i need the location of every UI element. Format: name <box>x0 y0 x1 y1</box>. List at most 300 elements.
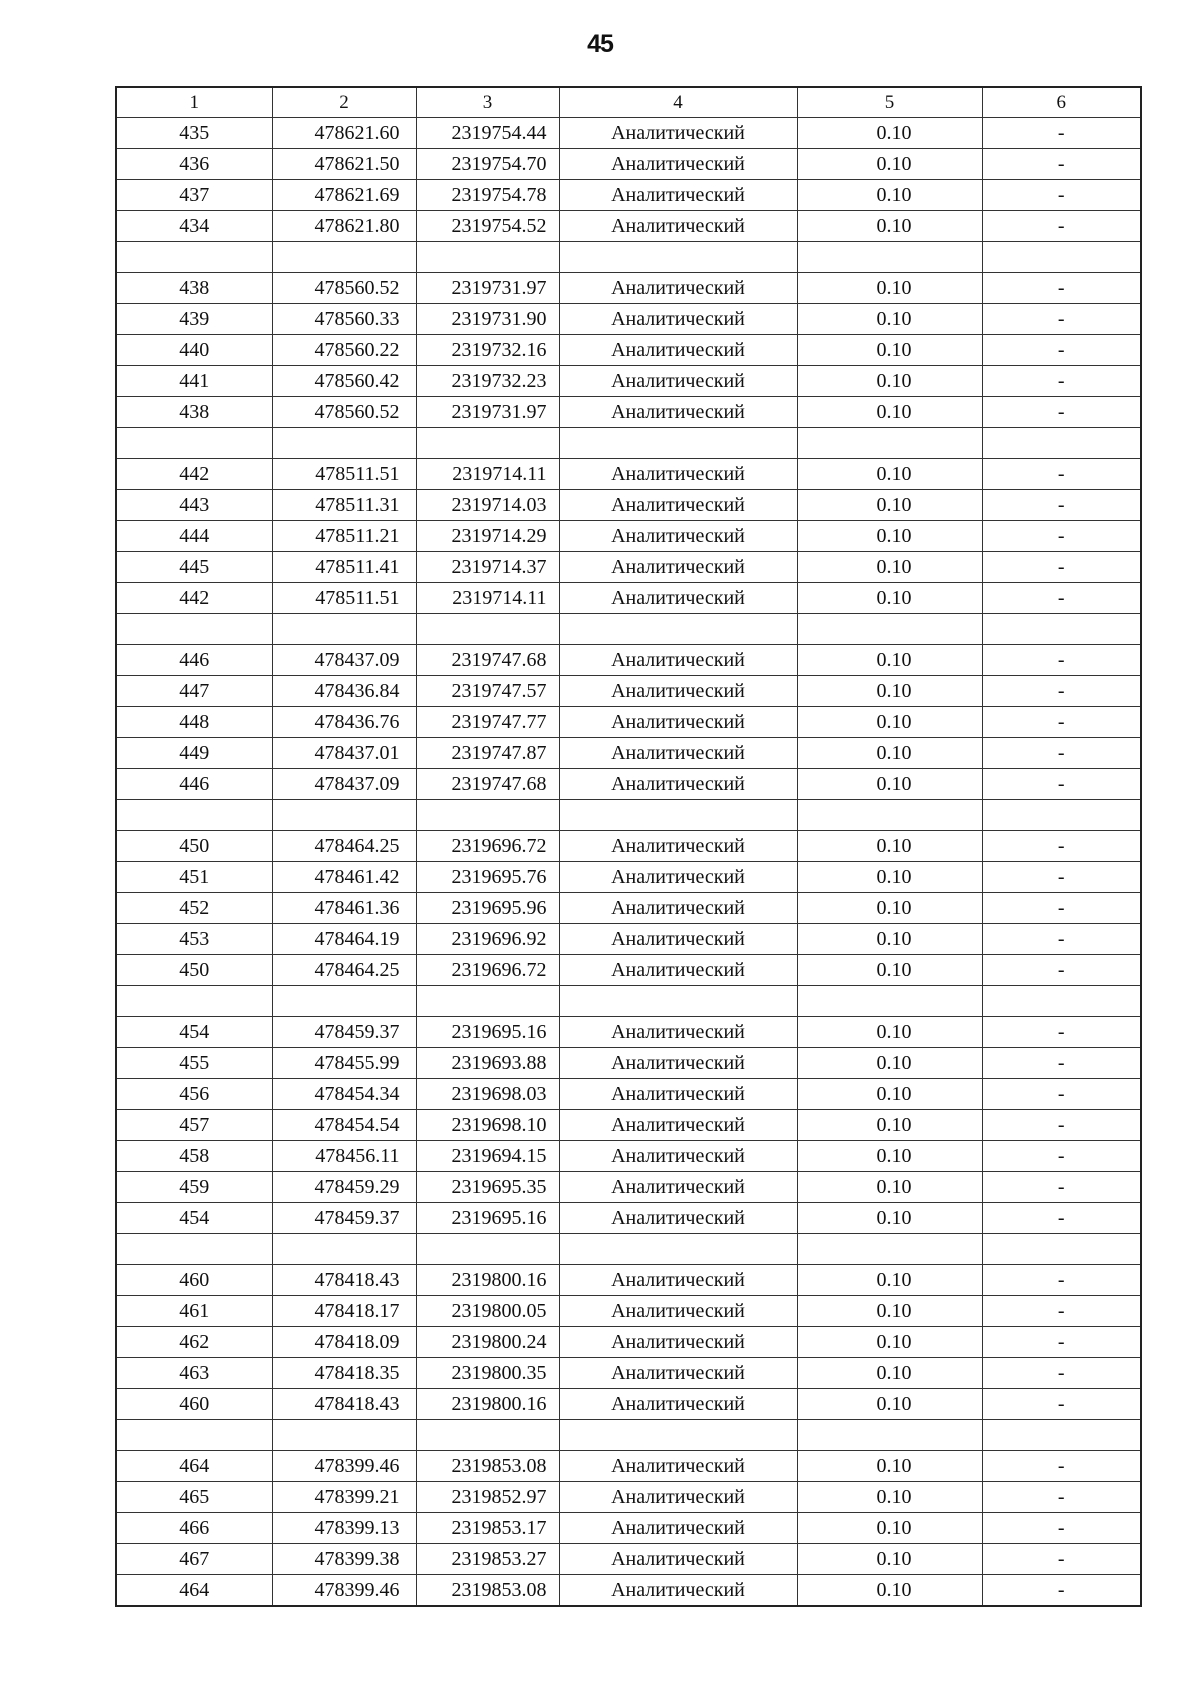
point-number-cell: 467 <box>116 1544 272 1575</box>
accuracy-cell: 0.10 <box>797 366 982 397</box>
point-number-cell: 438 <box>116 397 272 428</box>
method-cell: Аналитический <box>559 552 797 583</box>
accuracy-cell: 0.10 <box>797 862 982 893</box>
description-cell: - <box>982 955 1141 986</box>
point-number-cell: 450 <box>116 955 272 986</box>
description-cell: - <box>982 893 1141 924</box>
description-cell: - <box>982 1389 1141 1420</box>
table-body <box>116 87 1141 1606</box>
accuracy-cell: 0.10 <box>797 738 982 769</box>
y-coordinate-cell: 2319695.35 <box>416 1172 559 1203</box>
point-number-cell: 448 <box>116 707 272 738</box>
empty-cell <box>116 1234 272 1265</box>
empty-cell <box>982 1234 1141 1265</box>
column-header: 1 <box>116 87 272 118</box>
method-cell: Аналитический <box>559 924 797 955</box>
empty-cell <box>272 1234 416 1265</box>
y-coordinate-cell: 2319695.16 <box>416 1203 559 1234</box>
table-row <box>116 1389 1141 1420</box>
accuracy-cell: 0.10 <box>797 552 982 583</box>
x-coordinate-cell: 478511.51 <box>272 583 416 614</box>
coordinates-table <box>115 86 1142 1607</box>
point-number-cell: 464 <box>116 1575 272 1607</box>
accuracy-cell: 0.10 <box>797 1203 982 1234</box>
point-number-cell: 451 <box>116 862 272 893</box>
description-cell: - <box>982 1451 1141 1482</box>
table-row <box>116 211 1141 242</box>
accuracy-cell: 0.10 <box>797 769 982 800</box>
y-coordinate-cell: 2319747.68 <box>416 645 559 676</box>
method-cell: Аналитический <box>559 273 797 304</box>
y-coordinate-cell: 2319714.29 <box>416 521 559 552</box>
x-coordinate-cell: 478459.29 <box>272 1172 416 1203</box>
x-coordinate-cell: 478459.37 <box>272 1017 416 1048</box>
point-number-cell: 454 <box>116 1203 272 1234</box>
y-coordinate-cell: 2319695.76 <box>416 862 559 893</box>
x-coordinate-cell: 478560.42 <box>272 366 416 397</box>
x-coordinate-cell: 478464.19 <box>272 924 416 955</box>
accuracy-cell: 0.10 <box>797 893 982 924</box>
point-number-cell: 446 <box>116 769 272 800</box>
description-cell: - <box>982 304 1141 335</box>
table-row <box>116 769 1141 800</box>
x-coordinate-cell: 478511.51 <box>272 459 416 490</box>
table-row <box>116 1079 1141 1110</box>
table-row <box>116 180 1141 211</box>
accuracy-cell: 0.10 <box>797 1544 982 1575</box>
empty-cell <box>559 242 797 273</box>
description-cell: - <box>982 769 1141 800</box>
table-row <box>116 645 1141 676</box>
y-coordinate-cell: 2319747.57 <box>416 676 559 707</box>
method-cell: Аналитический <box>559 1296 797 1327</box>
point-number-cell: 454 <box>116 1017 272 1048</box>
point-number-cell: 462 <box>116 1327 272 1358</box>
accuracy-cell: 0.10 <box>797 397 982 428</box>
empty-cell <box>416 1234 559 1265</box>
table-row <box>116 397 1141 428</box>
point-number-cell: 438 <box>116 273 272 304</box>
point-number-cell: 463 <box>116 1358 272 1389</box>
column-header: 3 <box>416 87 559 118</box>
table-row <box>116 118 1141 149</box>
description-cell: - <box>982 924 1141 955</box>
y-coordinate-cell: 2319731.90 <box>416 304 559 335</box>
table-row <box>116 1575 1141 1607</box>
method-cell: Аналитический <box>559 180 797 211</box>
table-row <box>116 924 1141 955</box>
method-cell: Аналитический <box>559 707 797 738</box>
table-row <box>116 1544 1141 1575</box>
description-cell: - <box>982 521 1141 552</box>
column-header: 6 <box>982 87 1141 118</box>
empty-cell <box>982 986 1141 1017</box>
method-cell: Аналитический <box>559 769 797 800</box>
x-coordinate-cell: 478459.37 <box>272 1203 416 1234</box>
accuracy-cell: 0.10 <box>797 1048 982 1079</box>
empty-cell <box>797 242 982 273</box>
accuracy-cell: 0.10 <box>797 1327 982 1358</box>
accuracy-cell: 0.10 <box>797 1079 982 1110</box>
description-cell: - <box>982 1141 1141 1172</box>
accuracy-cell: 0.10 <box>797 1513 982 1544</box>
method-cell: Аналитический <box>559 1482 797 1513</box>
y-coordinate-cell: 2319800.05 <box>416 1296 559 1327</box>
y-coordinate-cell: 2319714.03 <box>416 490 559 521</box>
method-cell: Аналитический <box>559 459 797 490</box>
group-separator-row <box>116 986 1141 1017</box>
table-row <box>116 862 1141 893</box>
point-number-cell: 441 <box>116 366 272 397</box>
accuracy-cell: 0.10 <box>797 1141 982 1172</box>
method-cell: Аналитический <box>559 831 797 862</box>
point-number-cell: 459 <box>116 1172 272 1203</box>
description-cell: - <box>982 1172 1141 1203</box>
x-coordinate-cell: 478456.11 <box>272 1141 416 1172</box>
method-cell: Аналитический <box>559 955 797 986</box>
group-separator-row <box>116 1234 1141 1265</box>
empty-cell <box>559 1234 797 1265</box>
y-coordinate-cell: 2319853.27 <box>416 1544 559 1575</box>
method-cell: Аналитический <box>559 335 797 366</box>
y-coordinate-cell: 2319800.16 <box>416 1389 559 1420</box>
accuracy-cell: 0.10 <box>797 521 982 552</box>
x-coordinate-cell: 478560.52 <box>272 397 416 428</box>
description-cell: - <box>982 1327 1141 1358</box>
method-cell: Аналитический <box>559 1544 797 1575</box>
x-coordinate-cell: 478560.33 <box>272 304 416 335</box>
table-row <box>116 273 1141 304</box>
method-cell: Аналитический <box>559 1017 797 1048</box>
empty-cell <box>116 986 272 1017</box>
point-number-cell: 442 <box>116 459 272 490</box>
table-row <box>116 1482 1141 1513</box>
table-row <box>116 1172 1141 1203</box>
description-cell: - <box>982 1358 1141 1389</box>
accuracy-cell: 0.10 <box>797 273 982 304</box>
empty-cell <box>416 428 559 459</box>
point-number-cell: 456 <box>116 1079 272 1110</box>
description-cell: - <box>982 459 1141 490</box>
description-cell: - <box>982 583 1141 614</box>
description-cell: - <box>982 1544 1141 1575</box>
description-cell: - <box>982 118 1141 149</box>
description-cell: - <box>982 676 1141 707</box>
method-cell: Аналитический <box>559 1141 797 1172</box>
empty-cell <box>982 614 1141 645</box>
table-row <box>116 1203 1141 1234</box>
point-number-cell: 457 <box>116 1110 272 1141</box>
empty-cell <box>797 986 982 1017</box>
point-number-cell: 455 <box>116 1048 272 1079</box>
method-cell: Аналитический <box>559 1513 797 1544</box>
x-coordinate-cell: 478461.42 <box>272 862 416 893</box>
table-row <box>116 521 1141 552</box>
y-coordinate-cell: 2319731.97 <box>416 273 559 304</box>
method-cell: Аналитический <box>559 149 797 180</box>
empty-cell <box>272 242 416 273</box>
method-cell: Аналитический <box>559 738 797 769</box>
accuracy-cell: 0.10 <box>797 1296 982 1327</box>
accuracy-cell: 0.10 <box>797 335 982 366</box>
empty-cell <box>416 986 559 1017</box>
table-row <box>116 335 1141 366</box>
method-cell: Аналитический <box>559 645 797 676</box>
column-header: 4 <box>559 87 797 118</box>
table-row <box>116 552 1141 583</box>
y-coordinate-cell: 2319696.72 <box>416 955 559 986</box>
y-coordinate-cell: 2319747.77 <box>416 707 559 738</box>
x-coordinate-cell: 478511.31 <box>272 490 416 521</box>
description-cell: - <box>982 1110 1141 1141</box>
y-coordinate-cell: 2319714.37 <box>416 552 559 583</box>
empty-cell <box>982 242 1141 273</box>
y-coordinate-cell: 2319732.16 <box>416 335 559 366</box>
accuracy-cell: 0.10 <box>797 180 982 211</box>
method-cell: Аналитический <box>559 521 797 552</box>
empty-cell <box>272 800 416 831</box>
page-number: 45 <box>587 30 613 58</box>
empty-cell <box>559 800 797 831</box>
table-row <box>116 366 1141 397</box>
table-row <box>116 1048 1141 1079</box>
method-cell: Аналитический <box>559 1389 797 1420</box>
x-coordinate-cell: 478464.25 <box>272 831 416 862</box>
y-coordinate-cell: 2319731.97 <box>416 397 559 428</box>
point-number-cell: 458 <box>116 1141 272 1172</box>
method-cell: Аналитический <box>559 676 797 707</box>
y-coordinate-cell: 2319800.16 <box>416 1265 559 1296</box>
method-cell: Аналитический <box>559 366 797 397</box>
method-cell: Аналитический <box>559 1110 797 1141</box>
x-coordinate-cell: 478455.99 <box>272 1048 416 1079</box>
empty-cell <box>116 614 272 645</box>
group-separator-row <box>116 800 1141 831</box>
description-cell: - <box>982 1265 1141 1296</box>
accuracy-cell: 0.10 <box>797 707 982 738</box>
accuracy-cell: 0.10 <box>797 1017 982 1048</box>
column-header: 2 <box>272 87 416 118</box>
table-row <box>116 1513 1141 1544</box>
x-coordinate-cell: 478418.43 <box>272 1265 416 1296</box>
accuracy-cell: 0.10 <box>797 211 982 242</box>
group-separator-row <box>116 614 1141 645</box>
x-coordinate-cell: 478454.54 <box>272 1110 416 1141</box>
x-coordinate-cell: 478436.76 <box>272 707 416 738</box>
method-cell: Аналитический <box>559 1451 797 1482</box>
y-coordinate-cell: 2319698.03 <box>416 1079 559 1110</box>
table-row <box>116 1017 1141 1048</box>
empty-cell <box>272 1420 416 1451</box>
y-coordinate-cell: 2319852.97 <box>416 1482 559 1513</box>
y-coordinate-cell: 2319732.23 <box>416 366 559 397</box>
y-coordinate-cell: 2319853.17 <box>416 1513 559 1544</box>
x-coordinate-cell: 478437.01 <box>272 738 416 769</box>
x-coordinate-cell: 478399.21 <box>272 1482 416 1513</box>
description-cell: - <box>982 335 1141 366</box>
x-coordinate-cell: 478461.36 <box>272 893 416 924</box>
point-number-cell: 445 <box>116 552 272 583</box>
accuracy-cell: 0.10 <box>797 955 982 986</box>
method-cell: Аналитический <box>559 1048 797 1079</box>
table-row <box>116 676 1141 707</box>
description-cell: - <box>982 149 1141 180</box>
empty-cell <box>559 428 797 459</box>
table-row <box>116 490 1141 521</box>
point-number-cell: 446 <box>116 645 272 676</box>
method-cell: Аналитический <box>559 583 797 614</box>
table-row <box>116 1451 1141 1482</box>
accuracy-cell: 0.10 <box>797 924 982 955</box>
empty-cell <box>797 800 982 831</box>
description-cell: - <box>982 707 1141 738</box>
point-number-cell: 435 <box>116 118 272 149</box>
empty-cell <box>797 1420 982 1451</box>
point-number-cell: 461 <box>116 1296 272 1327</box>
description-cell: - <box>982 1513 1141 1544</box>
y-coordinate-cell: 2319693.88 <box>416 1048 559 1079</box>
empty-cell <box>982 800 1141 831</box>
point-number-cell: 439 <box>116 304 272 335</box>
method-cell: Аналитический <box>559 1265 797 1296</box>
table-row <box>116 831 1141 862</box>
empty-cell <box>116 242 272 273</box>
group-separator-row <box>116 242 1141 273</box>
column-header: 5 <box>797 87 982 118</box>
y-coordinate-cell: 2319853.08 <box>416 1451 559 1482</box>
table-row <box>116 707 1141 738</box>
empty-cell <box>116 428 272 459</box>
description-cell: - <box>982 273 1141 304</box>
accuracy-cell: 0.10 <box>797 149 982 180</box>
table-header-row <box>116 87 1141 118</box>
table-row <box>116 955 1141 986</box>
accuracy-cell: 0.10 <box>797 645 982 676</box>
description-cell: - <box>982 1575 1141 1607</box>
y-coordinate-cell: 2319747.68 <box>416 769 559 800</box>
accuracy-cell: 0.10 <box>797 490 982 521</box>
table-row <box>116 738 1141 769</box>
x-coordinate-cell: 478621.60 <box>272 118 416 149</box>
accuracy-cell: 0.10 <box>797 831 982 862</box>
empty-cell <box>116 800 272 831</box>
y-coordinate-cell: 2319694.15 <box>416 1141 559 1172</box>
table-row <box>116 1110 1141 1141</box>
x-coordinate-cell: 478399.13 <box>272 1513 416 1544</box>
y-coordinate-cell: 2319714.11 <box>416 583 559 614</box>
y-coordinate-cell: 2319853.08 <box>416 1575 559 1607</box>
point-number-cell: 440 <box>116 335 272 366</box>
empty-cell <box>416 800 559 831</box>
x-coordinate-cell: 478418.43 <box>272 1389 416 1420</box>
x-coordinate-cell: 478418.17 <box>272 1296 416 1327</box>
group-separator-row <box>116 1420 1141 1451</box>
y-coordinate-cell: 2319696.72 <box>416 831 559 862</box>
y-coordinate-cell: 2319800.24 <box>416 1327 559 1358</box>
x-coordinate-cell: 478621.69 <box>272 180 416 211</box>
point-number-cell: 444 <box>116 521 272 552</box>
description-cell: - <box>982 397 1141 428</box>
y-coordinate-cell: 2319698.10 <box>416 1110 559 1141</box>
x-coordinate-cell: 478511.41 <box>272 552 416 583</box>
point-number-cell: 452 <box>116 893 272 924</box>
description-cell: - <box>982 1048 1141 1079</box>
table-row <box>116 583 1141 614</box>
x-coordinate-cell: 478399.38 <box>272 1544 416 1575</box>
x-coordinate-cell: 478464.25 <box>272 955 416 986</box>
table-row <box>116 1358 1141 1389</box>
point-number-cell: 449 <box>116 738 272 769</box>
point-number-cell: 447 <box>116 676 272 707</box>
method-cell: Аналитический <box>559 1327 797 1358</box>
empty-cell <box>797 428 982 459</box>
x-coordinate-cell: 478437.09 <box>272 769 416 800</box>
table-row <box>116 1296 1141 1327</box>
table-row <box>116 459 1141 490</box>
method-cell: Аналитический <box>559 1172 797 1203</box>
x-coordinate-cell: 478560.52 <box>272 273 416 304</box>
point-number-cell: 434 <box>116 211 272 242</box>
method-cell: Аналитический <box>559 490 797 521</box>
point-number-cell: 453 <box>116 924 272 955</box>
empty-cell <box>559 614 797 645</box>
table-row <box>116 1265 1141 1296</box>
accuracy-cell: 0.10 <box>797 1265 982 1296</box>
empty-cell <box>416 1420 559 1451</box>
point-number-cell: 442 <box>116 583 272 614</box>
x-coordinate-cell: 478436.84 <box>272 676 416 707</box>
table-row <box>116 149 1141 180</box>
empty-cell <box>982 1420 1141 1451</box>
accuracy-cell: 0.10 <box>797 459 982 490</box>
method-cell: Аналитический <box>559 1203 797 1234</box>
x-coordinate-cell: 478511.21 <box>272 521 416 552</box>
description-cell: - <box>982 862 1141 893</box>
y-coordinate-cell: 2319696.92 <box>416 924 559 955</box>
empty-cell <box>559 1420 797 1451</box>
description-cell: - <box>982 490 1141 521</box>
point-number-cell: 465 <box>116 1482 272 1513</box>
method-cell: Аналитический <box>559 211 797 242</box>
description-cell: - <box>982 180 1141 211</box>
method-cell: Аналитический <box>559 118 797 149</box>
x-coordinate-cell: 478621.80 <box>272 211 416 242</box>
description-cell: - <box>982 366 1141 397</box>
description-cell: - <box>982 1296 1141 1327</box>
description-cell: - <box>982 211 1141 242</box>
y-coordinate-cell: 2319800.35 <box>416 1358 559 1389</box>
description-cell: - <box>982 738 1141 769</box>
method-cell: Аналитический <box>559 1358 797 1389</box>
empty-cell <box>272 614 416 645</box>
empty-cell <box>416 614 559 645</box>
method-cell: Аналитический <box>559 1575 797 1607</box>
description-cell: - <box>982 1017 1141 1048</box>
x-coordinate-cell: 478418.35 <box>272 1358 416 1389</box>
accuracy-cell: 0.10 <box>797 1172 982 1203</box>
accuracy-cell: 0.10 <box>797 583 982 614</box>
description-cell: - <box>982 1203 1141 1234</box>
empty-cell <box>272 428 416 459</box>
y-coordinate-cell: 2319695.96 <box>416 893 559 924</box>
x-coordinate-cell: 478454.34 <box>272 1079 416 1110</box>
y-coordinate-cell: 2319695.16 <box>416 1017 559 1048</box>
y-coordinate-cell: 2319754.44 <box>416 118 559 149</box>
description-cell: - <box>982 1079 1141 1110</box>
description-cell: - <box>982 831 1141 862</box>
x-coordinate-cell: 478437.09 <box>272 645 416 676</box>
method-cell: Аналитический <box>559 862 797 893</box>
